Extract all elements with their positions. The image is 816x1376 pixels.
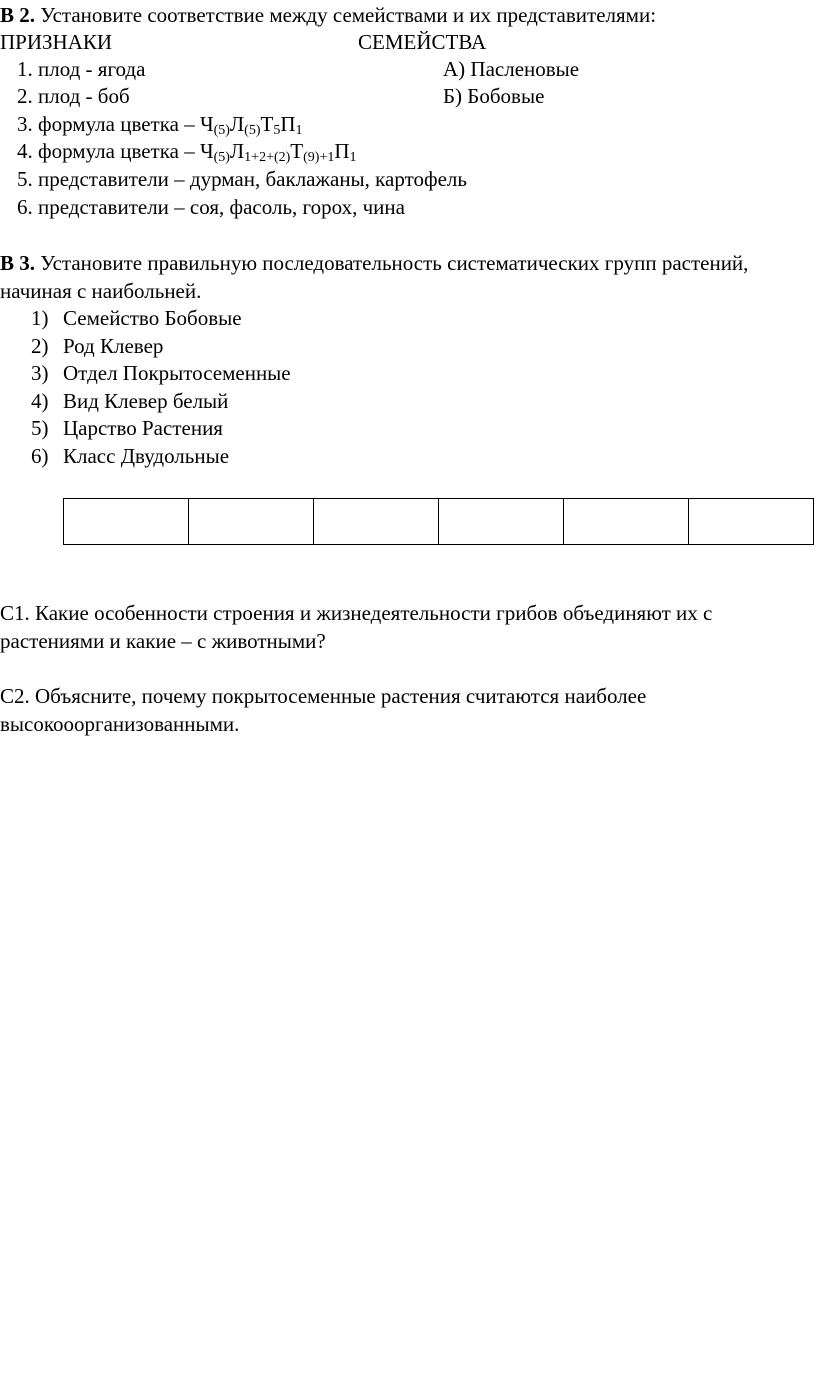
b3-item-text: Род Клевер [63,334,164,358]
b2-item-6: 6. представители – соя, фасоль, горох, чина [17,195,405,219]
b3-item-num: 3) [31,361,49,385]
b3-item-num: 6) [31,444,49,468]
formula4-sub2: 1+2+(2) [244,150,291,165]
b2-question [0,2,656,29]
b3-question-line2: начиная с наибольней. [0,279,202,303]
c1-question-line2: растениями и какие – с животными? [0,629,326,653]
b2-item-4 [17,138,357,165]
answer-row [64,499,814,545]
b3-item-num: 1) [31,306,49,330]
b3-item-text: Царство Растения [63,416,223,440]
b2-family-a: А) Пасленовые [443,57,580,81]
formula3-l: Л [229,112,245,136]
b2-item-4-text: 4. формула цветка – Ч [17,139,214,163]
b2-item-3-text: 3. формула цветка – Ч [17,112,214,136]
formula3-sub2: (5) [244,123,261,138]
answer-cell[interactable] [189,499,314,545]
answer-cell[interactable] [64,499,189,545]
b3-question [0,250,748,277]
formula3-sub1: (5) [213,123,230,138]
b2-family-b: Б) Бобовые [443,84,545,108]
b2-label: В 2. [0,3,36,27]
answer-table [63,498,814,545]
b2-item-3 [17,111,303,138]
answer-cell[interactable] [564,499,689,545]
b3-item-text: Вид Клевер белый [63,389,229,413]
b2-question-text: Установите соответствие между семействами и их представителями: [35,3,657,27]
b2-item-1: 1. плод - ягода [17,57,146,81]
formula4-p: П [334,139,350,163]
b3-label: В 3. [0,251,36,275]
b3-item-text: Класс Двудольные [63,444,230,468]
answer-cell[interactable] [439,499,564,545]
formula3-t: Т [260,112,274,136]
formula3-p: П [280,112,296,136]
formula4-sub4: 1 [349,150,357,165]
formula4-sub3: (9)+1 [303,150,335,165]
b3-question-text: Установите правильную последовательность систематических групп растений, [35,251,749,275]
b3-item-num: 5) [31,416,49,440]
c1-question-line1: С1. Какие особенности строения и жизнедеятельности грибов объединяют их с [0,601,713,625]
b3-item-num: 4) [31,389,49,413]
b2-col-features: ПРИЗНАКИ [0,30,113,54]
formula3-sub3: 5 [273,123,281,138]
b2-col-families: СЕМЕЙСТВА [358,30,487,54]
formula3-sub4: 1 [295,123,303,138]
b3-item-text: Семейство Бобовые [63,306,242,330]
c2-question-line1: С2. Объясните, почему покрытосеменные растения считаются наиболее [0,684,647,708]
formula4-l: Л [229,139,245,163]
b3-item-text: Отдел Покрытосеменные [63,361,291,385]
c2-question-line2: высокооорганизованными. [0,712,240,736]
answer-cell[interactable] [314,499,439,545]
formula4-t: Т [290,139,304,163]
b2-item-5: 5. представители – дурман, баклажаны, картофель [17,167,467,191]
formula4-sub1: (5) [213,150,230,165]
answer-cell[interactable] [689,499,814,545]
b2-item-2: 2. плод - боб [17,84,130,108]
b3-item-num: 2) [31,334,49,358]
